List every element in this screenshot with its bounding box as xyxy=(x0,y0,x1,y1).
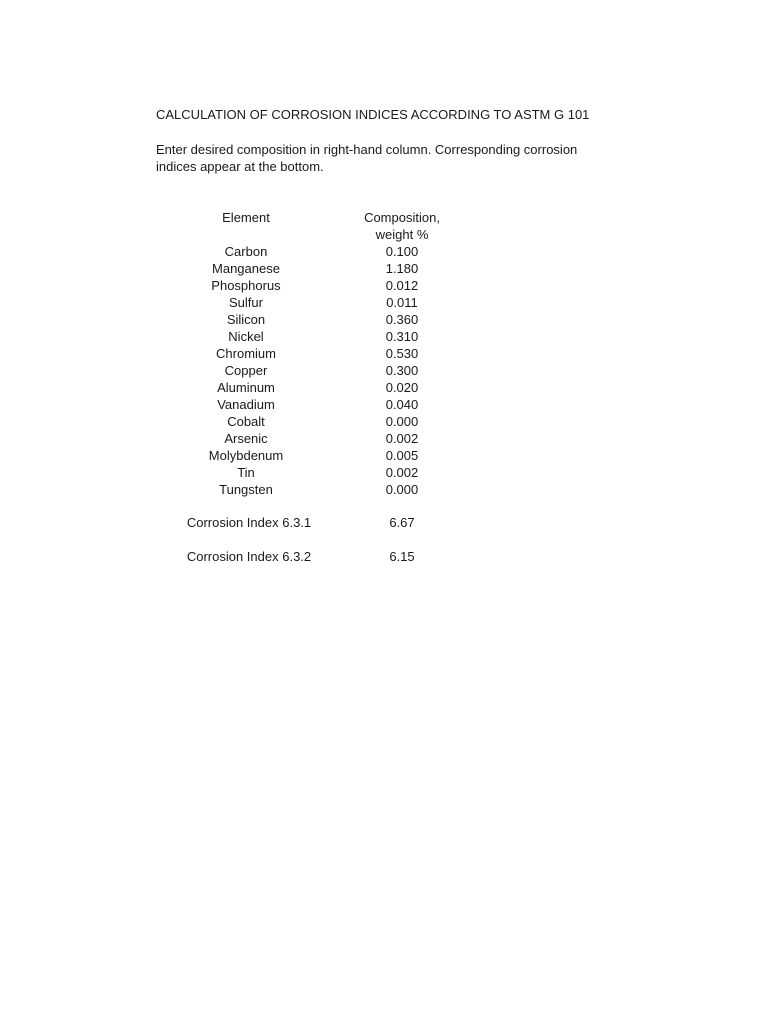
element-cell-phosphorus: Phosphorus xyxy=(211,278,281,293)
element-cell-tungsten: Tungsten xyxy=(219,482,273,497)
composition-list xyxy=(352,243,452,498)
element-cell-cobalt: Cobalt xyxy=(227,414,265,429)
composition-cell-tin[interactable]: 0.002 xyxy=(385,465,419,480)
instructions-line-2: indices appear at the bottom. xyxy=(156,159,324,174)
element-cell-arsenic: Arsenic xyxy=(224,431,268,446)
composition-cell-phosphorus[interactable]: 0.012 xyxy=(385,278,419,293)
composition-cell-molybdenum[interactable]: 0.005 xyxy=(385,448,419,463)
page-title: CALCULATION OF CORROSION INDICES ACCORDING TO ASTM G 101 xyxy=(156,107,590,122)
composition-cell-chromium[interactable]: 0.530 xyxy=(385,346,419,361)
composition-cell-arsenic[interactable]: 0.002 xyxy=(385,431,419,446)
composition-cell-silicon[interactable]: 0.360 xyxy=(385,312,419,327)
composition-cell-carbon[interactable]: 0.100 xyxy=(385,244,419,259)
composition-cell-vanadium[interactable]: 0.040 xyxy=(385,397,419,412)
element-cell-manganese: Manganese xyxy=(212,261,280,276)
element-cell-silicon: Silicon xyxy=(226,312,266,327)
corrosion-index-1-label: Corrosion Index 6.3.1 xyxy=(186,515,312,530)
composition-header-line-2: weight % xyxy=(375,227,429,242)
composition-header-line-1: Composition, xyxy=(364,210,440,225)
element-cell-chromium: Chromium xyxy=(216,346,276,361)
composition-cell-cobalt[interactable]: 0.000 xyxy=(385,414,419,429)
instructions-text xyxy=(156,141,586,175)
element-cell-sulfur: Sulfur xyxy=(229,295,263,310)
element-cell-nickel: Nickel xyxy=(228,329,264,344)
element-cell-vanadium: Vanadium xyxy=(217,397,275,412)
element-cell-carbon: Carbon xyxy=(224,244,268,259)
element-cell-aluminum: Aluminum xyxy=(217,380,275,395)
composition-column-header xyxy=(352,209,452,243)
element-cell-molybdenum: Molybdenum xyxy=(208,448,284,463)
composition-cell-nickel[interactable]: 0.310 xyxy=(385,329,419,344)
element-column-header: Element xyxy=(222,210,270,225)
element-cell-copper: Copper xyxy=(224,363,268,378)
instructions-line-1: Enter desired composition in right-hand column. Corresponding corrosion xyxy=(156,142,578,157)
composition-cell-copper[interactable]: 0.300 xyxy=(385,363,419,378)
composition-cell-tungsten[interactable]: 0.000 xyxy=(385,482,419,497)
composition-cell-aluminum[interactable]: 0.020 xyxy=(385,380,419,395)
corrosion-index-1-value: 6.67 xyxy=(389,515,415,530)
element-cell-tin: Tin xyxy=(237,465,255,480)
corrosion-index-2-label: Corrosion Index 6.3.2 xyxy=(186,549,312,564)
corrosion-index-2-value: 6.15 xyxy=(389,549,415,564)
composition-cell-manganese[interactable]: 1.180 xyxy=(385,261,419,276)
element-list xyxy=(186,243,306,498)
composition-cell-sulfur[interactable]: 0.011 xyxy=(386,295,418,310)
